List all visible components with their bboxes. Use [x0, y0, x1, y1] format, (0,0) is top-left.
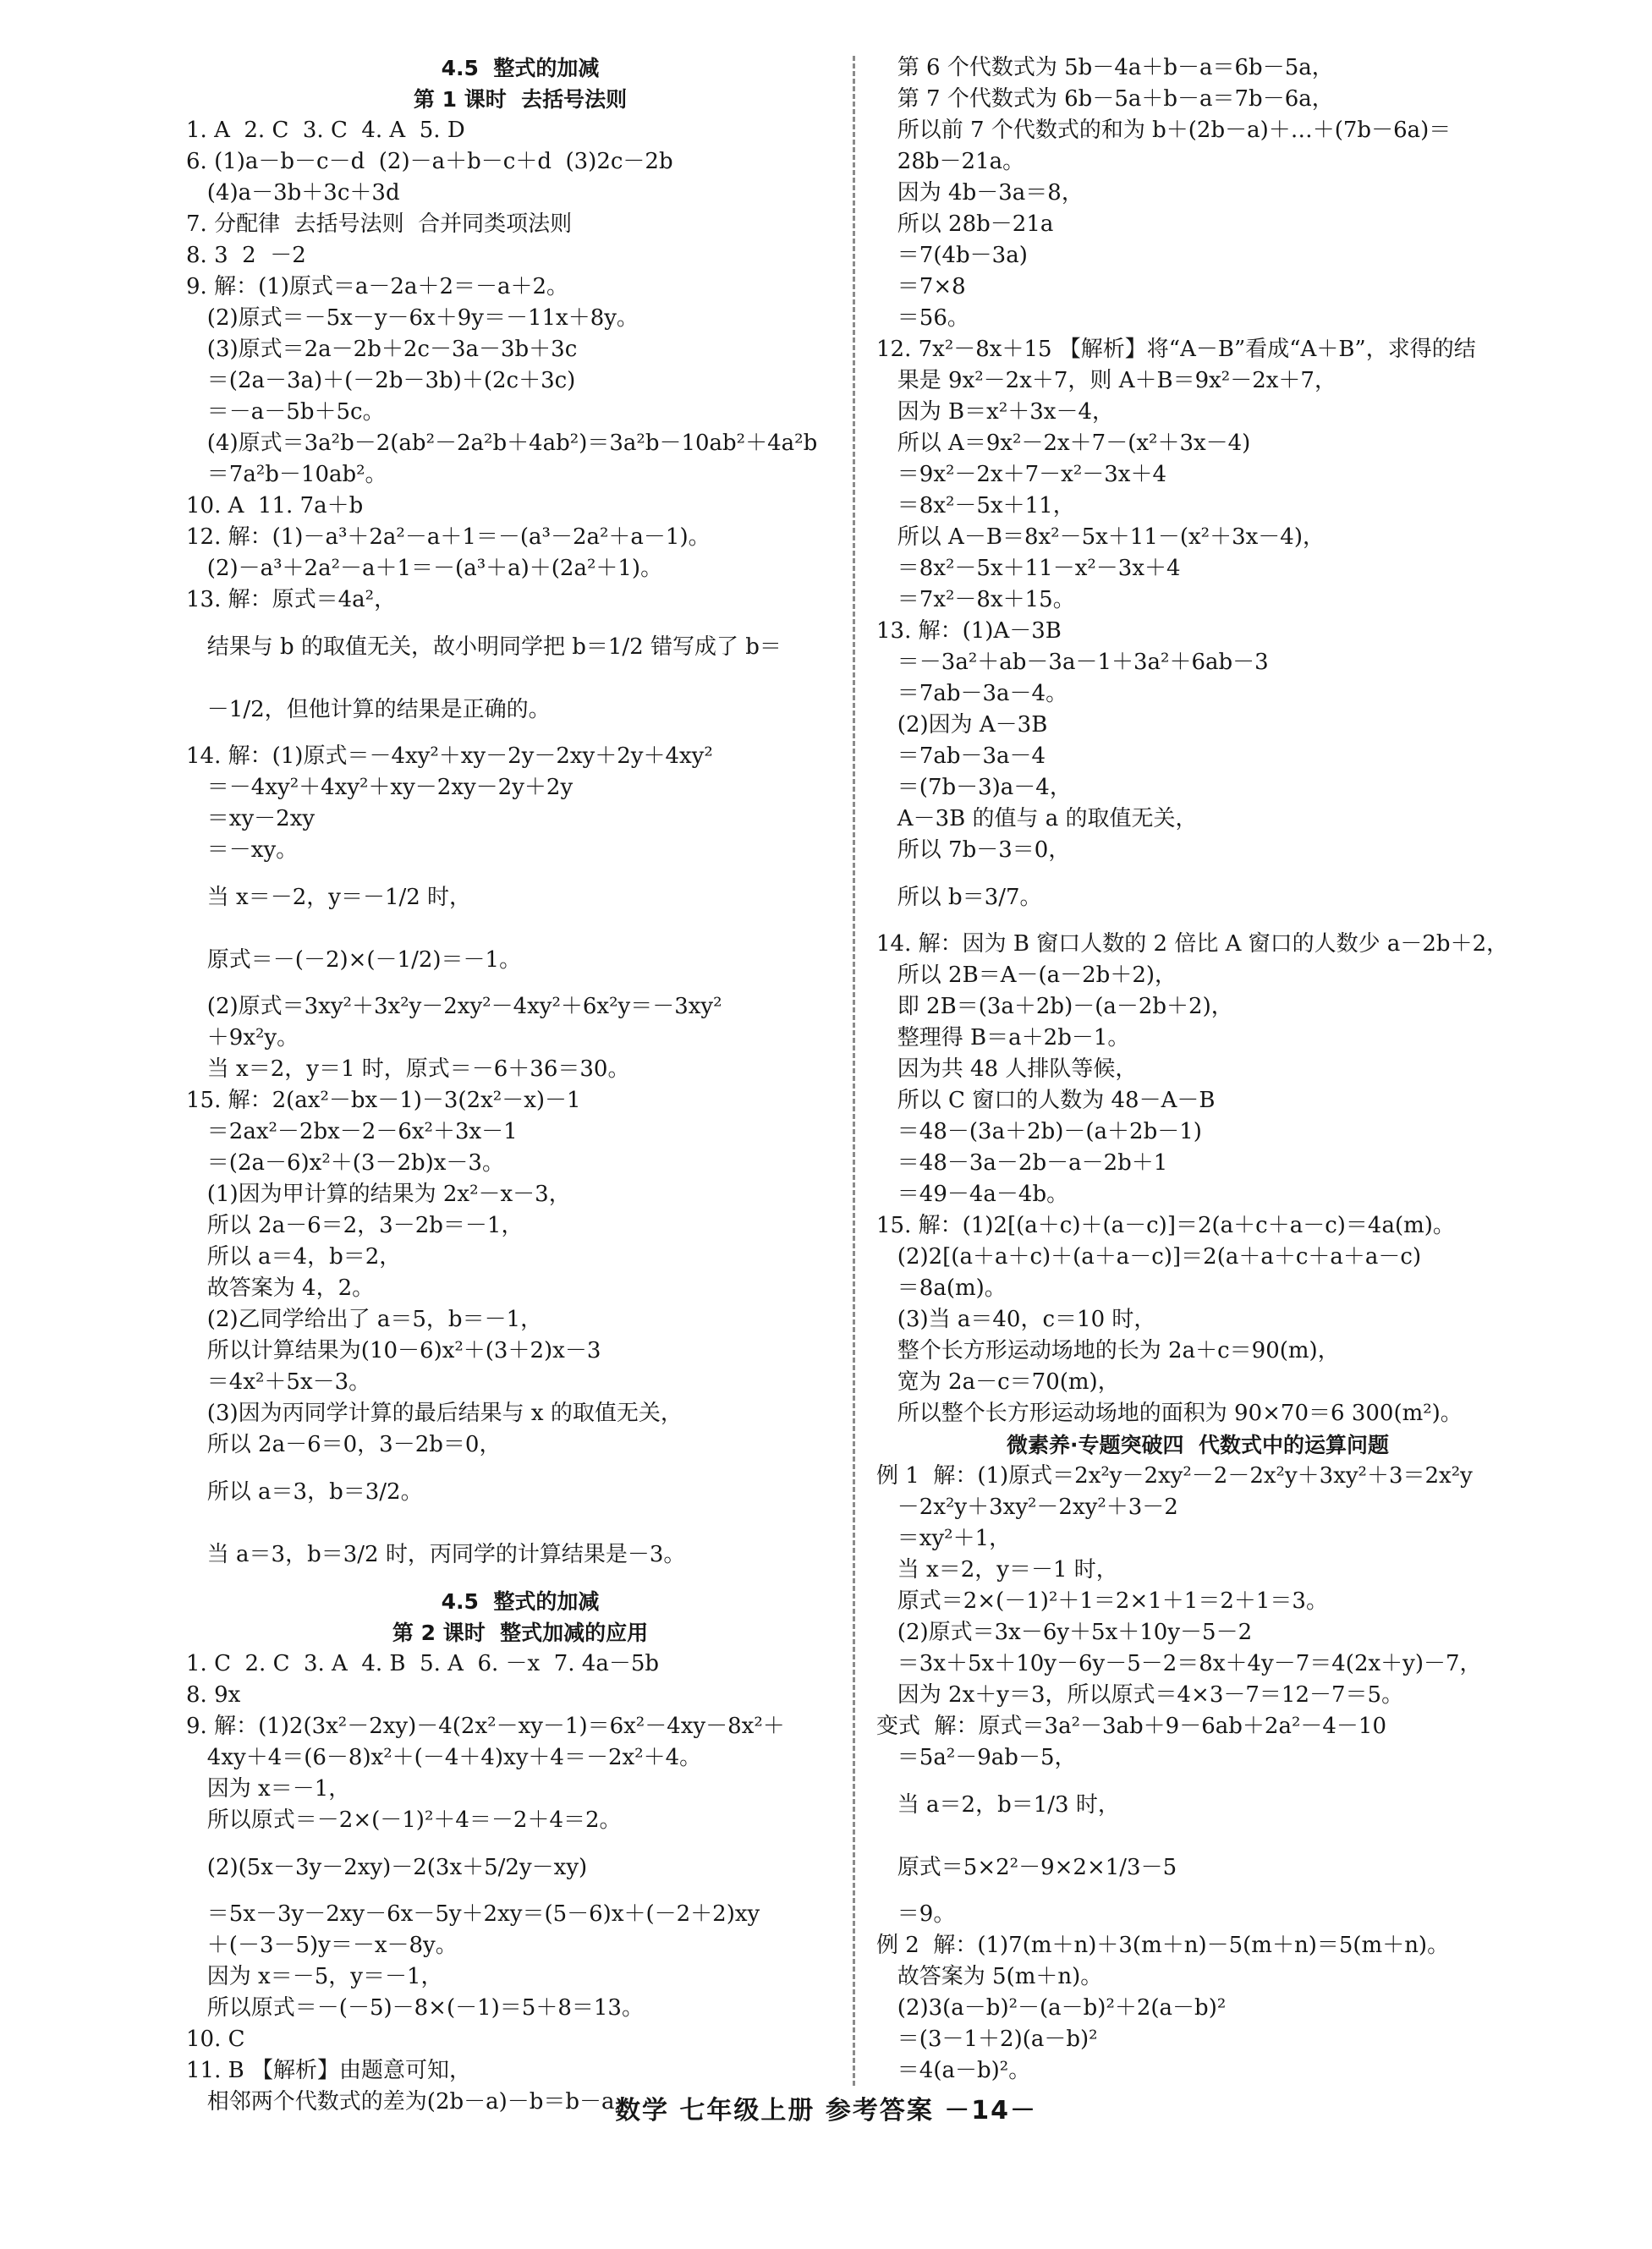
answer-line: 8. 9x	[186, 1682, 241, 1708]
answer-line: ＝xy－2xy	[186, 806, 316, 831]
answer-line: 故答案为 5(m＋n)。	[876, 1964, 1103, 1989]
section-heading: 第 2 课时 整式加减的应用	[392, 1621, 649, 1645]
answer-line: 9. 解：(1)原式＝a－2a＋2＝－a＋2。	[186, 274, 569, 299]
answer-line: 所以 A＝9x²－2x＋7－(x²＋3x－4)	[876, 431, 1251, 456]
answer-line: 28b－21a。	[876, 149, 1025, 174]
answer-line: ＝49－4a－4b。	[876, 1182, 1069, 1207]
answer-line: 原式＝2×(－1)²＋1＝2×1＋1＝2＋1＝3。	[876, 1588, 1328, 1614]
answer-line: ＝3x＋5x＋10y－6y－5－2＝8x＋4y－7＝4(2x＋y)－7，	[876, 1651, 1482, 1676]
answer-line: (2)3(a－b)²－(a－b)²＋2(a－b)²	[876, 1995, 1227, 2021]
answer-line: ＝5a²－9ab－5，	[876, 1745, 1077, 1770]
answer-line: 所以 28b－21a	[876, 211, 1054, 237]
answer-line: (3)因为丙同学计算的最后结果与 x 的取值无关，	[186, 1401, 683, 1426]
answer-line: (4)a－3b＋3c＋3d	[186, 180, 400, 206]
answer-line: 1. A 2. C 3. C 4. A 5. D	[186, 118, 465, 143]
answer-line: (2)乙同学给出了 a＝5，b＝－1，	[186, 1307, 543, 1332]
answer-line: (2)原式＝－5x－y－6x＋9y＝－11x＋8y。	[186, 305, 639, 331]
section-heading: 微素养·专题突破四 代数式中的运算问题	[1007, 1433, 1389, 1457]
answer-line: 当 x＝－2，y＝－1/2 时，	[186, 885, 472, 910]
answer-line: ＝9x²－2x＋7－x²－3x＋4	[876, 462, 1167, 487]
answer-line: 12. 7x²－8x＋15 【解析】将“A－B”看成“A＋B”，求得的结	[876, 337, 1476, 362]
answer-line: ＝4(a－b)²。	[876, 2058, 1031, 2083]
answer-line: 相邻两个代数式的差为(2b－a)－b＝b－a，	[186, 2089, 637, 2115]
column-divider	[853, 56, 855, 2086]
answer-line: 所以原式＝－(－5)－8×(－1)＝5＋8＝13。	[186, 1995, 644, 2021]
answer-line: 所以 2B＝A－(a－2b＋2)，	[876, 963, 1177, 988]
answer-line: 12. 解：(1)－a³＋2a²－a＋1＝－(a³－2a²＋a－1)。	[186, 524, 711, 550]
answer-line: －1/2，但他计算的结果是正确的。	[186, 697, 551, 722]
answer-line: (2)原式＝3x－6y＋5x＋10y－5－2	[876, 1620, 1253, 1645]
answer-line: (2)(5x－3y－2xy)－2(3x＋5/2y－xy)	[186, 1855, 588, 1880]
answer-line: ＝48－(3a＋2b)－(a＋2b－1)	[876, 1119, 1202, 1144]
answer-line: 因为 B＝x²＋3x－4，	[876, 399, 1114, 425]
answer-line: 原式＝5×2²－9×2×1/3－5	[876, 1855, 1177, 1880]
section-heading: 4.5 整式的加减	[441, 56, 600, 80]
answer-line: (2)－a³＋2a²－a＋1＝－(a³＋a)＋(2a²＋1)。	[186, 556, 663, 581]
answer-line: 4xy＋4＝(6－8)x²＋(－4＋4)xy＋4＝－2x²＋4。	[186, 1745, 702, 1770]
answer-line: 宽为 2a－c＝70(m)，	[876, 1369, 1120, 1395]
answer-line: ＝8x²－5x＋11－x²－3x＋4	[876, 556, 1181, 581]
answer-line: ＝8x²－5x＋11，	[876, 493, 1075, 518]
answer-line: 整理得 B＝a＋2b－1。	[876, 1025, 1130, 1050]
answer-line: 第 7 个代数式为 6b－5a＋b－a＝7b－6a，	[876, 86, 1334, 112]
answer-line: ＝8a(m)。	[876, 1275, 1007, 1301]
answer-line: 所以 2a－6＝2，3－2b＝－1，	[186, 1213, 524, 1238]
answer-line: 例 2 解：(1)7(m＋n)＋3(m＋n)－5(m＋n)＝5(m＋n)。	[876, 1933, 1450, 1958]
answer-line: A－3B 的值与 a 的取值无关，	[876, 806, 1198, 831]
answer-line: 所以 a＝4，b＝2，	[186, 1244, 402, 1270]
answer-line: (4)原式＝3a²b－2(ab²－2a²b＋4ab²)＝3a²b－10ab²＋4a²b	[186, 431, 818, 456]
answer-line: 所以 7b－3＝0，	[876, 837, 1071, 863]
answer-line: 当 x＝2，y＝1 时，原式＝－6＋36＝30。	[186, 1056, 630, 1082]
section-heading: 4.5 整式的加减	[441, 1589, 600, 1614]
answer-line: ＝7(4b－3a)	[876, 243, 1028, 268]
answer-line: 所以 b＝3/7。	[876, 885, 1042, 910]
answer-line: (2)因为 A－3B	[876, 712, 1048, 738]
answer-line: ＝－4xy²＋4xy²＋xy－2xy－2y＋2y	[186, 775, 574, 800]
answer-line: 13. 解：原式＝4a²，	[186, 587, 397, 612]
answer-line: 结果与 b 的取值无关，故小明同学把 b＝1/2 错写成了 b＝	[186, 634, 782, 660]
answer-line: 7. 分配律 去括号法则 合并同类项法则	[186, 211, 573, 237]
answer-line: 所以计算结果为(10－6)x²＋(3＋2)x－3	[186, 1338, 601, 1363]
answer-line: ＝7x²－8x＋15。	[876, 587, 1075, 612]
answer-line: (1)因为甲计算的结果为 2x²－x－3，	[186, 1182, 571, 1207]
answer-line: 15. 解：2(ax²－bx－1)－3(2x²－x)－1	[186, 1088, 581, 1113]
answer-line: ＝7a²b－10ab²。	[186, 462, 387, 487]
answer-line: ＝56。	[876, 305, 969, 331]
answer-line: 故答案为 4，2。	[186, 1275, 375, 1301]
answer-line: 15. 解：(1)2[(a＋c)＋(a－c)]＝2(a＋c＋a－c)＝4a(m)。	[876, 1213, 1455, 1238]
answer-line: 例 1 解：(1)原式＝2x²y－2xy²－2－2x²y＋3xy²＋3＝2x²y	[876, 1463, 1473, 1489]
answer-line: ＝(7b－3)a－4，	[876, 775, 1072, 800]
answer-line: ＝7ab－3a－4。	[876, 681, 1068, 706]
answer-line: 10. C	[186, 2027, 245, 2052]
answer-line: 当 x＝2，y＝－1 时，	[876, 1557, 1118, 1583]
answer-line: 8. 3 2 －2	[186, 243, 306, 268]
answer-line: 第 6 个代数式为 5b－4a＋b－a＝6b－5a，	[876, 55, 1334, 80]
left-column	[186, 52, 854, 2118]
answer-line: 14. 解：(1)原式＝－4xy²＋xy－2y－2xy＋2y＋4xy²	[186, 743, 713, 769]
answer-line: 当 a＝3，b＝3/2 时，丙同学的计算结果是－3。	[186, 1542, 686, 1567]
answer-line: 变式 解：原式＝3a²－3ab＋9－6ab＋2a²－4－10	[876, 1714, 1387, 1739]
answer-line: 因为 x＝－5，y＝－1，	[186, 1964, 443, 1989]
answer-line: 当 a＝2，b＝1/3 时，	[876, 1792, 1120, 1818]
answer-line: (3)当 a＝40，c＝10 时，	[876, 1307, 1156, 1332]
answer-line: ＝7ab－3a－4	[876, 743, 1046, 769]
right-column	[876, 52, 1519, 2087]
answer-line: 所以原式＝－2×(－1)²＋4＝－2＋4＝2。	[186, 1807, 622, 1833]
answer-line: ＝9。	[876, 1901, 956, 1927]
answer-line: ＝4x²＋5x－3。	[186, 1369, 371, 1395]
answer-line: ＋(－3－5)y＝－x－8y。	[186, 1933, 458, 1958]
answer-line: ＝xy²＋1，	[876, 1526, 1012, 1551]
answer-line: 1. C 2. C 3. A 4. B 5. A 6. －x 7. 4a－5b	[186, 1651, 660, 1676]
answer-line: (2)2[(a＋a＋c)＋(a＋a－c)]＝2(a＋a＋c＋a＋a－c)	[876, 1244, 1422, 1270]
answer-line: 即 2B＝(3a＋2b)－(a－2b＋2)，	[876, 994, 1233, 1019]
answer-line: 所以 C 窗口的人数为 48－A－B	[876, 1088, 1216, 1113]
answer-line: ＝(3－1＋2)(a－b)²	[876, 2027, 1098, 2052]
answer-line: 所以前 7 个代数式的和为 b＋(2b－a)＋…＋(7b－6a)＝	[876, 118, 1452, 143]
answer-line: 6. (1)a－b－c－d (2)－a＋b－c＋d (3)2c－2b	[186, 149, 673, 174]
answer-line: ＝(2a－6)x²＋(3－2b)x－3。	[186, 1150, 504, 1176]
answer-line: 9. 解：(1)2(3x²－2xy)－4(2x²－xy－1)＝6x²－4xy－8x²＋	[186, 1714, 785, 1739]
answer-line: 11. B 【解析】由题意可知，	[186, 2058, 471, 2083]
answer-line: 因为 4b－3a＝8，	[876, 180, 1084, 206]
answer-line: ＝7×8	[876, 274, 966, 299]
answer-line: ＝－a－5b＋5c。	[186, 399, 385, 425]
answer-line: 所以 2a－6＝0，3－2b＝0，	[186, 1432, 502, 1457]
answer-line: ＝48－3a－2b－a－2b＋1	[876, 1150, 1168, 1176]
answer-line: 因为共 48 人排队等候，	[876, 1056, 1138, 1082]
answer-line: 整个长方形运动场地的长为 2a＋c＝90(m)，	[876, 1338, 1340, 1363]
page-footer: 数学 七年级上册 参考答案 －14－	[614, 2096, 1038, 2126]
answer-line: 因为 2x＋y＝3，所以原式＝4×3－7＝12－7＝5。	[876, 1682, 1404, 1708]
answer-line: 原式＝－(－2)×(－1/2)＝－1。	[186, 947, 522, 973]
answer-line: 所以 a＝3，b＝3/2。	[186, 1479, 423, 1505]
answer-line: (2)原式＝3xy²＋3x²y－2xy²－4xy²＋6x²y＝－3xy²	[186, 994, 722, 1019]
answer-line: ＝－xy。	[186, 837, 299, 863]
section-heading: 第 1 课时 去括号法则	[413, 87, 628, 112]
answer-line: 所以整个长方形运动场地的面积为 90×70＝6 300(m²)。	[876, 1401, 1463, 1426]
answer-line: ＝5x－3y－2xy－6x－5y＋2xy＝(5－6)x＋(－2＋2)xy	[186, 1901, 760, 1927]
answer-line: －2x²y＋3xy²－2xy²＋3－2	[876, 1495, 1178, 1520]
answer-line: ＝2ax²－2bx－2－6x²＋3x－1	[186, 1119, 518, 1144]
answer-line: 所以 A－B＝8x²－5x＋11－(x²＋3x－4)，	[876, 524, 1325, 550]
answer-line: 10. A 11. 7a＋b	[186, 493, 364, 518]
answer-line: ＝(2a－3a)＋(－2b－3b)＋(2c＋3c)	[186, 368, 576, 393]
answer-line: 14. 解：因为 B 窗口人数的 2 倍比 A 窗口的人数少 a－2b＋2，	[876, 931, 1509, 957]
answer-line: ＋9x²y。	[186, 1025, 299, 1050]
answer-line: 因为 x＝－1，	[186, 1776, 351, 1802]
answer-line: 13. 解：(1)A－3B	[876, 618, 1062, 644]
answer-line: 果是 9x²－2x＋7，则 A＋B＝9x²－2x＋7，	[876, 368, 1336, 393]
answer-line: ＝－3a²＋ab－3a－1＋3a²＋6ab－3	[876, 650, 1269, 675]
answer-line: (3)原式＝2a－2b＋2c－3a－3b＋3c	[186, 337, 578, 362]
